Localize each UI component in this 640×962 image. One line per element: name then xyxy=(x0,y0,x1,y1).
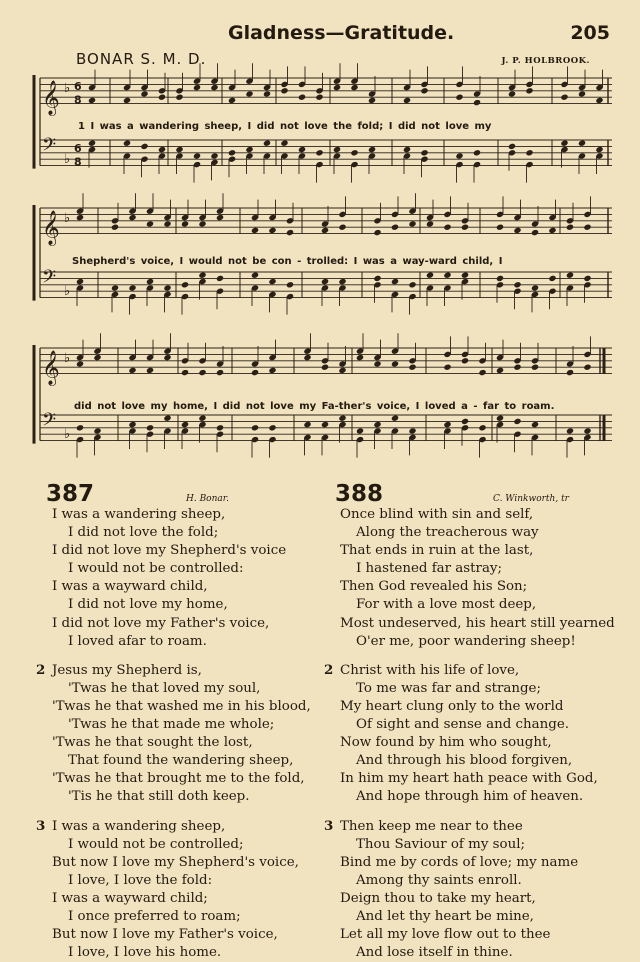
verse-line xyxy=(340,836,615,854)
hymn-number: 387 xyxy=(46,481,95,507)
note-head xyxy=(251,369,259,376)
verse-line xyxy=(52,854,311,872)
note-head xyxy=(350,149,358,156)
note-head xyxy=(478,424,486,431)
verse-line-text: Now found by him who sought, xyxy=(340,735,552,751)
verse-line-text: I would not be controlled: xyxy=(68,561,244,577)
verse-line xyxy=(340,716,615,734)
verse-line xyxy=(52,752,311,770)
note-head xyxy=(128,214,136,221)
note-head xyxy=(263,140,271,147)
note-head xyxy=(548,275,556,282)
note-head xyxy=(525,149,533,156)
note-head xyxy=(303,421,311,428)
verse-line-text: But now I love my Shepherd's voice, xyxy=(52,854,299,870)
verse-line-text: 'Twas he that sought the lost, xyxy=(52,735,253,751)
page-title: Gladness—Gratitude. xyxy=(228,22,455,44)
verse-line-text: Bind me by cords of love; my name xyxy=(340,854,579,870)
note-head xyxy=(368,146,376,153)
note-head xyxy=(333,146,341,153)
note-head xyxy=(403,146,411,153)
note-head xyxy=(350,84,358,91)
note-head xyxy=(123,140,131,147)
verse-gap xyxy=(52,651,311,661)
verse-gap xyxy=(52,807,311,817)
verse-line xyxy=(340,926,615,944)
note-head xyxy=(193,84,201,91)
note-head xyxy=(496,415,504,422)
time-signature-bottom: 8 xyxy=(74,155,82,169)
note-head xyxy=(496,367,504,374)
note-head xyxy=(578,140,586,147)
note-head xyxy=(443,272,451,279)
verse-line xyxy=(52,872,311,890)
verse-line xyxy=(52,524,311,542)
note-head xyxy=(373,360,381,367)
note-head xyxy=(560,140,568,147)
flat-icon: ♭ xyxy=(64,211,71,227)
note-head xyxy=(263,90,271,97)
verse-line xyxy=(52,890,311,908)
note-head xyxy=(513,227,521,234)
flat-icon: ♭ xyxy=(64,351,71,367)
note-head xyxy=(146,220,154,227)
verse-line xyxy=(340,542,615,560)
time-signature-bottom: 8 xyxy=(74,93,82,107)
verse-line-text: My heart clung only to the world xyxy=(340,698,564,714)
verse-line-text: O'er me, poor wandering sheep! xyxy=(356,633,576,649)
verse-line xyxy=(36,817,311,836)
note-head xyxy=(245,90,253,97)
note-head xyxy=(443,421,451,428)
note-head xyxy=(531,229,539,236)
note-head xyxy=(175,94,183,101)
score-lyric-line-1: 1 I was a wandering sheep, I did not love the fold; I did not love my xyxy=(78,121,492,132)
note-head xyxy=(408,220,416,227)
verse-number: 2 xyxy=(36,661,46,678)
verse-line xyxy=(52,770,311,788)
verse-number: 3 xyxy=(324,817,334,834)
note-head xyxy=(93,427,101,434)
note-head xyxy=(391,415,399,422)
note-head xyxy=(251,424,259,431)
verse-line-text: I was a wayward child; xyxy=(52,890,208,906)
note-head xyxy=(111,284,119,291)
verse-line xyxy=(340,698,615,716)
verse-line-text: I was a wayward child, xyxy=(52,579,208,595)
note-head xyxy=(461,418,469,425)
note-head xyxy=(513,281,521,288)
verse-line-text: To me was far and strange; xyxy=(356,680,541,696)
verse-line xyxy=(340,680,615,698)
note-head xyxy=(403,97,411,104)
note-head xyxy=(513,364,521,371)
flat-icon: ♭ xyxy=(64,152,71,168)
note-head xyxy=(198,220,206,227)
note-head xyxy=(443,364,451,371)
note-head xyxy=(391,360,399,367)
verse-line xyxy=(52,836,311,854)
verse-line xyxy=(52,734,311,752)
note-head xyxy=(216,369,224,376)
note-head xyxy=(181,421,189,428)
note-head xyxy=(181,220,189,227)
verse-line-text: Then God revealed his Son; xyxy=(340,579,528,595)
note-head xyxy=(298,94,306,101)
verse-line xyxy=(52,578,311,596)
note-head xyxy=(163,354,171,361)
score-lyric-line-3: did not love my home, I did not love my Fa-ther's voice, I loved a - far to roam. xyxy=(74,401,555,412)
note-head xyxy=(356,427,364,434)
note-head xyxy=(268,278,276,285)
note-head xyxy=(373,275,381,282)
verse-line xyxy=(36,661,311,680)
note-head xyxy=(175,146,183,153)
note-head xyxy=(373,229,381,236)
note-head xyxy=(198,369,206,376)
verse-line-text: I loved afar to roam. xyxy=(68,633,207,649)
note-head xyxy=(531,284,539,291)
note-head xyxy=(508,90,516,97)
note-head xyxy=(193,152,201,159)
note-head xyxy=(356,354,364,361)
verse-line xyxy=(340,872,615,890)
verse-line-text: I did not love my Shepherd's voice xyxy=(52,543,287,559)
note-head xyxy=(595,146,603,153)
note-head xyxy=(373,421,381,428)
bass-clef-icon: 𝄢 xyxy=(42,267,57,293)
verse-line xyxy=(340,596,615,614)
note-head xyxy=(321,227,329,234)
note-head xyxy=(338,278,346,285)
verse-line-text: Deign thou to take my heart, xyxy=(340,890,536,906)
note-head xyxy=(228,97,236,104)
note-head xyxy=(391,224,399,231)
note-head xyxy=(578,90,586,97)
note-head xyxy=(583,275,591,282)
verse-line-text: 'Twas he that loved my soul, xyxy=(68,680,261,696)
verse-line xyxy=(52,542,311,560)
note-head xyxy=(158,146,166,153)
verse-line xyxy=(324,661,615,680)
note-head xyxy=(338,224,346,231)
verse-line-text: I would not be controlled; xyxy=(68,836,244,852)
verse-line-text: Most undeserved, his heart still yearned xyxy=(340,615,615,631)
note-head xyxy=(478,369,486,376)
note-head xyxy=(128,284,136,291)
note-head xyxy=(140,90,148,97)
verse-line-text: I love, I love his home. xyxy=(68,945,222,961)
score-lyric-line-2: Shepherd's voice, I would not be con - trolled: I was a way-ward child, I xyxy=(72,256,503,267)
verse-gap xyxy=(340,807,615,817)
note-head xyxy=(426,272,434,279)
note-head xyxy=(280,87,288,94)
verse-line-text: And through his blood forgiven, xyxy=(356,753,573,769)
note-head xyxy=(531,421,539,428)
note-head xyxy=(321,421,329,428)
note-head xyxy=(525,87,533,94)
verse-line xyxy=(52,506,311,524)
verse-line-text: Of sight and sense and change. xyxy=(356,717,570,733)
note-head xyxy=(228,149,236,156)
verse-line-text: And let thy heart be mine, xyxy=(356,908,534,924)
note-head xyxy=(583,364,591,371)
note-head xyxy=(210,84,218,91)
note-head xyxy=(315,94,323,101)
verse-line-text: But now I love my Father's voice, xyxy=(52,927,278,943)
verse-line-text: I was a wandering sheep, xyxy=(52,507,226,522)
note-head xyxy=(455,94,463,101)
note-head xyxy=(566,224,574,231)
treble-clef-icon: 𝄞 xyxy=(42,350,60,386)
note-head xyxy=(251,272,259,279)
note-head xyxy=(88,97,96,104)
verse-line-text: 'Twas he that made me whole; xyxy=(68,717,275,733)
verse-number: 2 xyxy=(324,661,334,678)
note-head xyxy=(181,281,189,288)
note-head xyxy=(408,364,416,371)
note-head xyxy=(76,278,84,285)
note-head xyxy=(566,272,574,279)
note-head xyxy=(146,367,154,374)
note-head xyxy=(88,140,96,147)
verse-line-text: I did not love my home, xyxy=(68,597,228,613)
note-head xyxy=(496,224,504,231)
verse-line xyxy=(340,890,615,908)
note-head xyxy=(298,146,306,153)
note-head xyxy=(461,272,469,279)
note-head xyxy=(426,220,434,227)
treble-clef-icon: 𝄞 xyxy=(42,210,60,246)
verse-line-text: Among thy saints enroll. xyxy=(356,872,522,888)
flat-icon: ♭ xyxy=(64,427,71,443)
note-head xyxy=(76,424,84,431)
note-head xyxy=(408,427,416,434)
note-head xyxy=(391,278,399,285)
tune-name: BONAR S. M. D. xyxy=(76,50,207,68)
verse-line xyxy=(340,506,615,524)
note-head xyxy=(583,224,591,231)
time-signature-top: 6 xyxy=(74,141,82,155)
verse-line-text: Christ with his life of love, xyxy=(340,662,520,678)
note-head xyxy=(158,94,166,101)
note-head xyxy=(128,421,136,428)
verse-line xyxy=(324,817,615,836)
note-head xyxy=(286,281,294,288)
note-head xyxy=(420,87,428,94)
verse-line-text: 'Twas he that brought me to the fold, xyxy=(52,771,305,787)
verse-line xyxy=(52,908,311,926)
verse-line xyxy=(52,944,311,962)
verse-line-text: I did not love my Father's voice, xyxy=(52,615,270,631)
note-head xyxy=(461,357,469,364)
verse-line-text: 'Twas he that washed me in his blood, xyxy=(52,698,311,714)
note-head xyxy=(216,275,224,282)
note-head xyxy=(560,94,568,101)
note-head xyxy=(315,149,323,156)
note-head xyxy=(338,367,346,374)
note-head xyxy=(280,140,288,147)
verse-line-text: Jesus my Shepherd is, xyxy=(52,662,202,678)
composer: J. P. HOLBROOK. xyxy=(501,56,590,66)
note-head xyxy=(508,143,516,150)
note-head xyxy=(163,415,171,422)
note-head xyxy=(216,424,224,431)
note-head xyxy=(93,354,101,361)
hymn-387-text xyxy=(36,506,311,962)
note-head xyxy=(245,146,253,153)
verse-line xyxy=(52,615,311,633)
hymn-author: C. Winkworth, tr xyxy=(493,494,569,504)
verse-line-text: For with a love most deep, xyxy=(356,597,537,613)
note-head xyxy=(76,360,84,367)
verse-line-text: That found the wandering sheep, xyxy=(68,753,294,769)
note-head xyxy=(321,278,329,285)
verse-line xyxy=(340,615,615,633)
verse-line-text: And lose itself in thine. xyxy=(356,945,513,961)
verse-line xyxy=(52,596,311,614)
verse-line-text: Thou Saviour of my soul; xyxy=(356,836,525,852)
note-head xyxy=(198,272,206,279)
note-head xyxy=(595,97,603,104)
verse-line xyxy=(340,788,615,806)
note-head xyxy=(163,220,171,227)
verse-line-text: I love, I love the fold: xyxy=(68,872,213,888)
note-head xyxy=(140,143,148,150)
note-head xyxy=(333,84,341,91)
hymn-author: H. Bonar. xyxy=(186,494,229,504)
verse-line xyxy=(340,944,615,962)
verse-line-text: Let all my love flow out to thee xyxy=(340,927,551,943)
verse-number: 3 xyxy=(36,817,46,834)
verse-line xyxy=(52,926,311,944)
note-head xyxy=(216,214,224,221)
verse-line-text: Then keep me near to thee xyxy=(340,818,523,834)
verse-line-text: And hope through him of heaven. xyxy=(356,789,584,805)
verse-line-text: In him my heart hath peace with God, xyxy=(340,771,598,787)
note-head xyxy=(181,369,189,376)
note-head xyxy=(251,227,259,234)
verse-line-text: I did not love the fold; xyxy=(68,525,219,541)
hymn-388-text xyxy=(324,506,615,962)
note-head xyxy=(111,224,119,231)
verse-line xyxy=(340,854,615,872)
verse-line xyxy=(340,524,615,542)
bass-clef-icon: 𝄢 xyxy=(42,410,57,436)
flat-icon: ♭ xyxy=(64,81,71,97)
verse-line-text: I was a wandering sheep, xyxy=(52,818,226,834)
bass-clef-icon: 𝄢 xyxy=(42,135,57,161)
note-head xyxy=(146,424,154,431)
note-head xyxy=(368,97,376,104)
verse-line xyxy=(340,752,615,770)
flat-icon: ♭ xyxy=(64,284,71,300)
verse-line xyxy=(340,770,615,788)
note-head xyxy=(338,415,346,422)
verse-line-text: That ends in ruin at the last, xyxy=(340,543,534,559)
verse-line xyxy=(340,560,615,578)
verse-line xyxy=(52,788,311,806)
hymn-number: 388 xyxy=(335,481,384,507)
verse-line-text: 'Tis he that still doth keep. xyxy=(68,789,250,805)
note-head xyxy=(146,278,154,285)
note-head xyxy=(128,367,136,374)
note-head xyxy=(548,227,556,234)
verse-gap xyxy=(340,651,615,661)
note-head xyxy=(163,284,171,291)
note-head xyxy=(210,152,218,159)
treble-clef-icon: 𝄞 xyxy=(42,80,60,116)
note-head xyxy=(268,367,276,374)
note-head xyxy=(461,224,469,231)
note-head xyxy=(303,354,311,361)
note-head xyxy=(473,149,481,156)
note-head xyxy=(443,224,451,231)
verse-line xyxy=(340,578,615,596)
note-head xyxy=(198,415,206,422)
verse-line-text: Along the treacherous way xyxy=(356,525,539,541)
note-head xyxy=(286,229,294,236)
verse-line xyxy=(52,680,311,698)
verse-line xyxy=(340,734,615,752)
note-head xyxy=(123,97,131,104)
note-head xyxy=(513,418,521,425)
verse-line xyxy=(340,633,615,651)
verse-line-text: I once preferred to roam; xyxy=(68,908,241,924)
verse-line xyxy=(52,560,311,578)
note-head xyxy=(76,214,84,221)
note-head xyxy=(321,364,329,371)
page-number: 205 xyxy=(570,22,610,44)
note-head xyxy=(268,227,276,234)
verse-line xyxy=(52,698,311,716)
verse-line xyxy=(340,908,615,926)
note-head xyxy=(455,152,463,159)
note-head xyxy=(531,364,539,371)
note-head xyxy=(566,369,574,376)
note-head xyxy=(583,427,591,434)
note-head xyxy=(496,275,504,282)
note-head xyxy=(566,427,574,434)
verse-line xyxy=(52,716,311,734)
verse-line-text: Once blind with sin and self, xyxy=(340,507,534,522)
note-head xyxy=(473,99,481,106)
verse-line-text: I hastened far astray; xyxy=(356,561,503,577)
note-head xyxy=(420,149,428,156)
time-signature-top: 6 xyxy=(74,79,82,93)
note-head xyxy=(268,424,276,431)
verse-line xyxy=(52,633,311,651)
note-head xyxy=(408,281,416,288)
